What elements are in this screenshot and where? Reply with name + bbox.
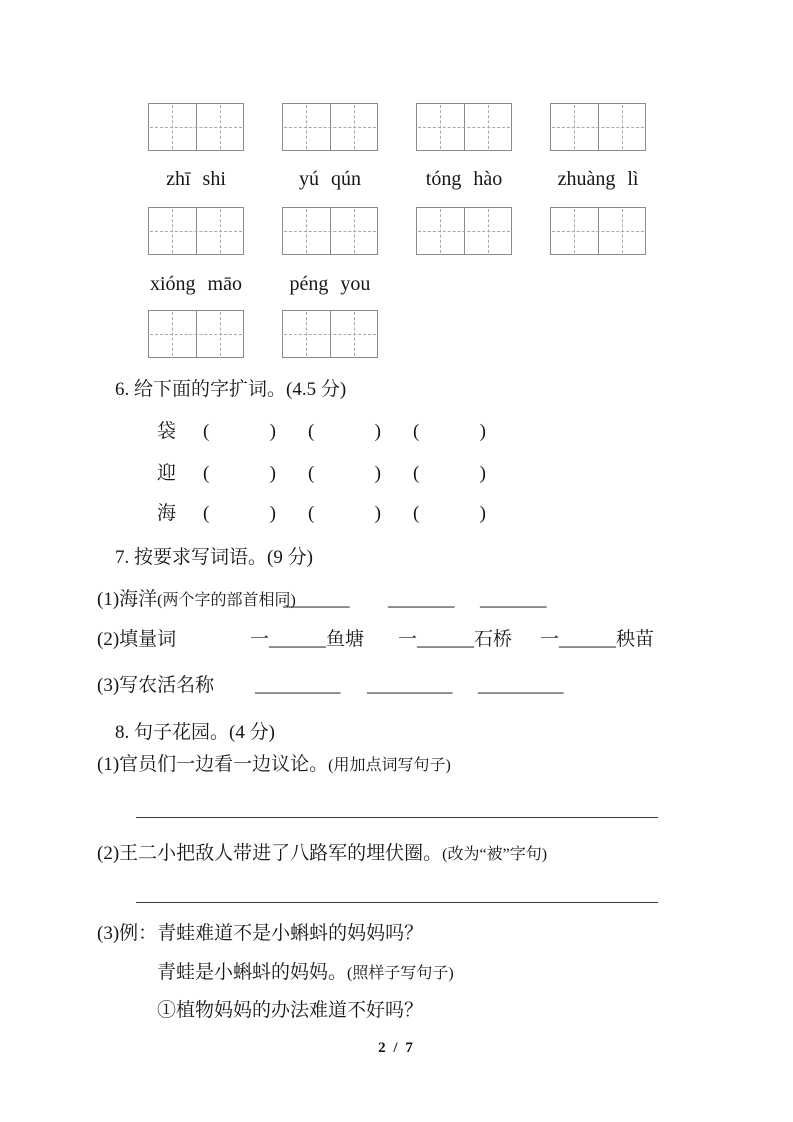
answer-blank: _________ <box>255 675 341 696</box>
pinyin-label-row-1 <box>148 168 646 190</box>
q6-expand-row-1 <box>157 420 486 443</box>
q7-item1-hint: (两个字的部首相同) <box>157 592 296 609</box>
q8-item-2 <box>97 842 547 866</box>
q6-title: 6. 给下面的字扩词。(4.5 分) <box>115 379 347 400</box>
q8-item-3-example: (3)例：青蛙难道不是小蝌蚪的妈妈吗？ <box>97 923 424 944</box>
writing-grid <box>550 103 646 151</box>
expand-char: 袋 <box>157 421 177 442</box>
expand-char: 迎 <box>157 463 177 484</box>
close-paren: ) <box>374 503 381 524</box>
open-paren: ( <box>413 503 420 524</box>
grid-cell <box>196 311 244 357</box>
open-paren: ( <box>308 421 315 442</box>
close-paren: ) <box>374 463 381 484</box>
grid-cell <box>149 208 196 254</box>
q8-item3-sentence-text: 青蛙是小蝌蚪的妈妈。 <box>157 962 348 983</box>
open-paren: ( <box>308 503 315 524</box>
paren-blank <box>308 502 381 525</box>
grid-cell <box>551 208 598 254</box>
writing-grid <box>416 207 512 255</box>
answer-blank: _________ <box>478 675 564 696</box>
grid-cell <box>598 208 646 254</box>
q7-title: 7. 按要求写词语。(9 分) <box>115 547 313 568</box>
pinyin-label: zhuàng lì <box>557 168 639 190</box>
q7-item1-prefix: (1)海洋 <box>97 589 158 610</box>
grid-cell <box>283 311 330 357</box>
grid-cell <box>551 104 598 150</box>
q7-item2-prefix: (2)填量词 <box>97 629 177 650</box>
q6-expand-row-3 <box>157 502 486 525</box>
writing-grid <box>148 310 244 358</box>
pinyin-label: péng you <box>289 273 371 295</box>
open-paren: ( <box>413 463 420 484</box>
grid-cell <box>598 104 646 150</box>
writing-grid <box>416 103 512 151</box>
pinyin-label: tóng hào <box>425 168 503 190</box>
q7-item3-prefix: (3)写农活名称 <box>97 675 215 696</box>
open-paren: ( <box>203 503 210 524</box>
writing-grid <box>282 103 378 151</box>
measure-word-blank: 一______鱼塘 <box>250 629 365 650</box>
page-number: 2 / 7 <box>378 1040 415 1056</box>
paren-blank <box>203 502 276 525</box>
open-paren: ( <box>203 421 210 442</box>
grid-cell <box>283 104 330 150</box>
open-paren: ( <box>203 463 210 484</box>
writing-grid <box>282 310 378 358</box>
pinyin-label: yú qún <box>299 168 361 190</box>
paren-blank <box>203 462 276 485</box>
pinyin-label-row-2 <box>148 273 378 295</box>
grid-cell <box>149 311 196 357</box>
close-paren: ) <box>479 421 486 442</box>
close-paren: ) <box>479 463 486 484</box>
measure-word-blank: 一______秧苗 <box>540 629 655 650</box>
q8-item-1 <box>97 753 451 777</box>
answer-blank: _______ <box>388 589 455 610</box>
grid-cell <box>417 104 464 150</box>
q8-item-3-sentence <box>157 961 454 985</box>
q8-title: 8. 句子花园。(4 分) <box>115 722 275 743</box>
close-paren: ) <box>269 421 276 442</box>
grid-cell <box>149 104 196 150</box>
writing-grid <box>282 207 378 255</box>
grid-cell <box>330 311 378 357</box>
q7-item-3 <box>97 674 564 697</box>
paren-blank <box>203 420 276 443</box>
close-paren: ) <box>269 463 276 484</box>
grid-cell <box>196 104 244 150</box>
grid-cell <box>283 208 330 254</box>
close-paren: ) <box>269 503 276 524</box>
writing-grid-row-3 <box>148 310 378 358</box>
expand-char: 海 <box>157 503 177 524</box>
grid-cell <box>330 104 378 150</box>
q8-item1-sentence: (1)官员们一边看一边议论。 <box>97 754 329 775</box>
paren-blank <box>308 462 381 485</box>
grid-cell <box>330 208 378 254</box>
grid-cell <box>417 208 464 254</box>
open-paren: ( <box>413 421 420 442</box>
close-paren: ) <box>374 421 381 442</box>
q8-item1-hint: (用加点词写句子) <box>328 757 451 774</box>
answer-blank: _______ <box>283 589 350 610</box>
pinyin-label: zhī shi <box>166 168 226 190</box>
q8-item2-hint: (改为“被”字句) <box>442 846 548 863</box>
writing-grid-row-2 <box>148 207 646 255</box>
answer-line <box>136 902 658 903</box>
paren-blank <box>413 420 486 443</box>
q8-item3-hint: (照样子写句子) <box>347 965 454 982</box>
answer-blank: _________ <box>367 675 453 696</box>
grid-cell <box>464 104 512 150</box>
q8-item2-sentence: (2)王二小把敌人带进了八路军的埋伏圈。 <box>97 843 443 864</box>
writing-grid <box>148 207 244 255</box>
writing-grid <box>550 207 646 255</box>
grid-cell <box>196 208 244 254</box>
measure-word-blank: 一______石桥 <box>398 629 513 650</box>
answer-blank: _______ <box>480 589 547 610</box>
paren-blank <box>413 502 486 525</box>
q7-item-1 <box>97 588 547 612</box>
paren-blank <box>308 420 381 443</box>
q6-expand-row-2 <box>157 462 486 485</box>
q8-item-3-sub1: ①植物妈妈的办法难道不好吗？ <box>157 1000 424 1021</box>
close-paren: ) <box>479 503 486 524</box>
grid-cell <box>464 208 512 254</box>
paren-blank <box>413 462 486 485</box>
writing-grid <box>148 103 244 151</box>
q7-item-2 <box>97 628 655 651</box>
answer-line <box>136 817 658 818</box>
open-paren: ( <box>308 463 315 484</box>
pinyin-label: xióng māo <box>150 273 242 295</box>
writing-grid-row-1 <box>148 103 646 151</box>
